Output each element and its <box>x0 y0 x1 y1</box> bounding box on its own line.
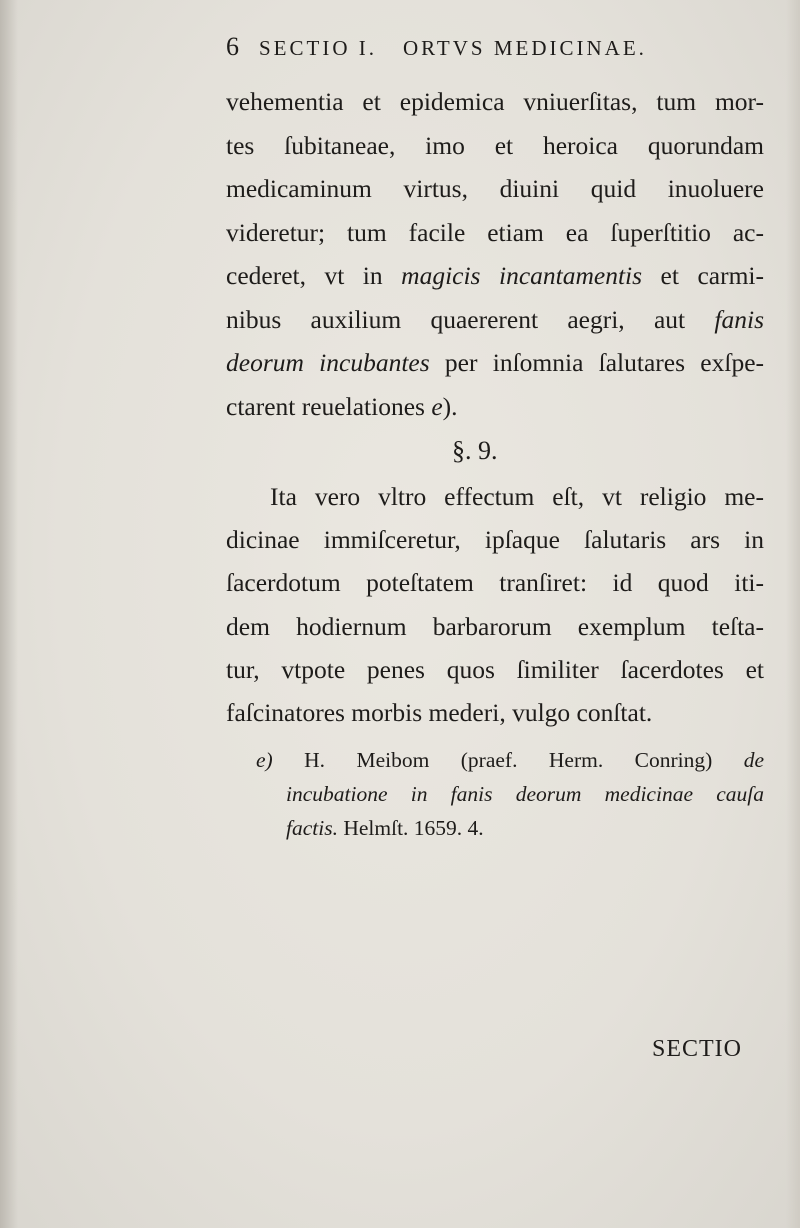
italic-run: incubatione in fanis deorum medicinae cauſa <box>286 782 764 806</box>
text-line <box>226 298 764 342</box>
text-run: Helmſt. 1659. 4. <box>343 816 484 840</box>
page-gutter-shadow <box>0 0 18 1228</box>
running-head-section: SECTIO I. <box>259 36 377 60</box>
text-line: ſacerdotum poteſtatem tranſiret: id quod iti- <box>226 568 764 598</box>
page-edge-shadow <box>786 0 800 1228</box>
text-line <box>226 385 764 429</box>
text-run: H. Meibom (praef. Herm. Conring) <box>304 748 713 772</box>
section-heading: §. 9. <box>452 436 498 465</box>
text-run: ctarent reuelationes <box>226 391 425 421</box>
footnote-marker: e) <box>256 748 273 772</box>
footnote <box>256 743 764 845</box>
italic-run: de <box>743 748 765 772</box>
text-run: ). <box>442 391 458 421</box>
text-line: tes ſubitaneae, imo et heroica quorundam <box>226 130 764 160</box>
running-head <box>226 32 766 62</box>
page-number: 6 <box>226 32 239 61</box>
text-run: nibus auxilium quaererent aegri, aut <box>226 304 686 334</box>
text-run: per inſomnia ſalutares exſpe- <box>444 348 765 377</box>
text-line: faſcinatores morbis mederi, vulgo conſtat. <box>226 697 653 727</box>
text-line: vehementia et epidemica vniuerſitas, tum mor- <box>226 87 764 116</box>
footnote-reference: e <box>431 391 443 421</box>
paragraph-1 <box>226 80 764 428</box>
text-line <box>226 254 764 298</box>
text-line: dem hodiernum barbarorum exemplum teſta- <box>226 611 764 641</box>
text-line <box>226 341 764 385</box>
text-line: dicinae immiſceretur, ipſaque ſalutaris ars in <box>226 525 764 555</box>
footnote-line <box>256 743 764 777</box>
text-run: cederet, vt in <box>226 261 383 290</box>
text-line: medicaminum virtus, diuini quid inuoluere <box>226 174 764 203</box>
italic-run: magicis incantamentis <box>401 261 643 290</box>
footnote-line <box>256 811 764 845</box>
text-line: videretur; tum facile etiam ea ſuperſtitio ac- <box>226 217 764 247</box>
running-head-title: ORTVS MEDICINAE. <box>403 36 647 60</box>
catchword: SECTIO <box>652 1036 742 1062</box>
text-run: et carmi- <box>660 261 764 290</box>
paragraph-2 <box>226 475 764 734</box>
text-line: tur, vtpote penes quos ſimiliter ſacerdotes et <box>226 654 764 684</box>
italic-run: fanis <box>714 304 764 334</box>
italic-run: factis. <box>286 816 338 840</box>
italic-run: deorum incubantes <box>226 348 430 377</box>
text-line: Ita vero vltro effectum eſt, vt religio me- <box>270 482 764 511</box>
footnote-line <box>256 777 764 811</box>
